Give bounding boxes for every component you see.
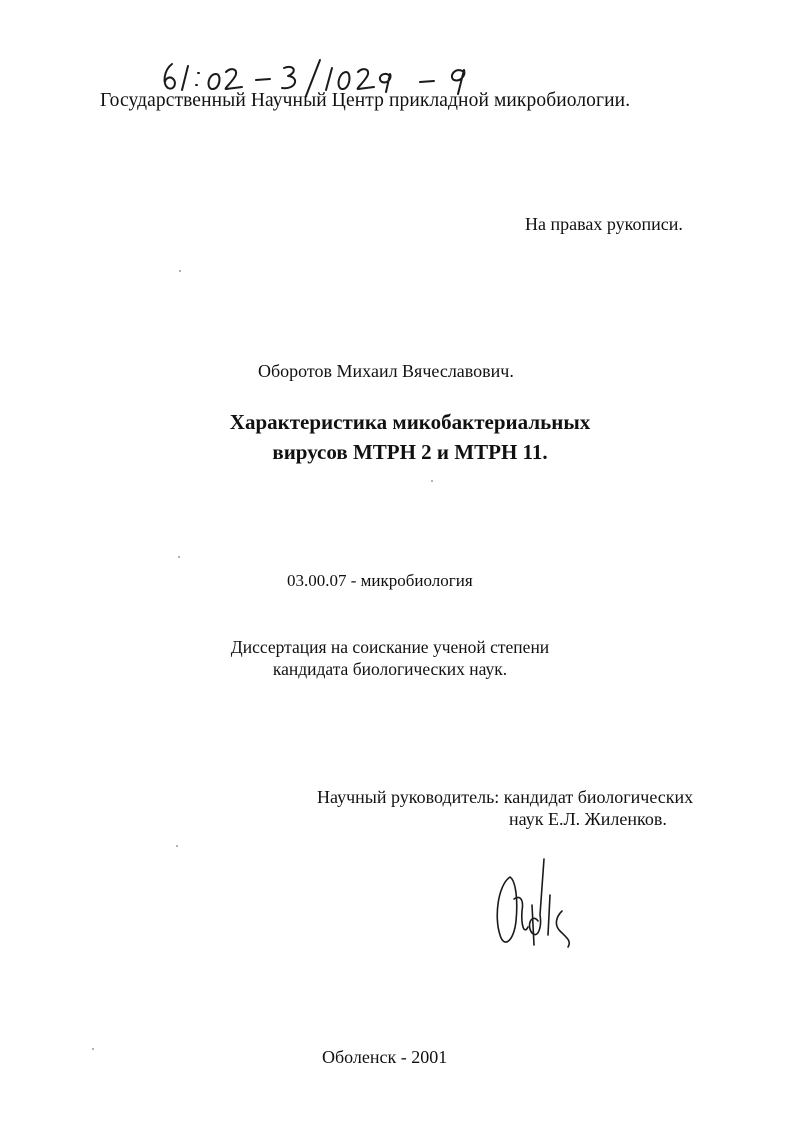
scan-speck [178, 556, 180, 558]
city-and-year: Оболенск - 2001 [322, 1047, 448, 1067]
supervisor-line-1: Научный руководитель: кандидат биологических [317, 787, 694, 807]
institution-name: Государственный Научный Центр прикладной микробиологии. [100, 90, 631, 111]
signature-drawing [488, 855, 578, 955]
title-line-2: вирусов МТРН 2 и МТРН 11. [272, 440, 548, 464]
degree-line-1: Диссертация на соискание ученой степени [230, 637, 550, 657]
title-line-1: Характеристика микобактериальных [229, 410, 591, 434]
specialty-code: 03.00.07 - микробиология [287, 571, 473, 590]
manuscript-rights-note: На правах рукописи. [525, 214, 683, 234]
scan-speck [431, 480, 433, 482]
degree-line-2: кандидата биологических наук. [272, 659, 508, 679]
supervisor-line-2: наук Е.Л. Жиленков. [509, 809, 667, 829]
dissertation-title [150, 407, 670, 467]
author-name: Оборотов Михаил Вячеславович. [258, 361, 514, 381]
scan-speck [92, 1048, 94, 1050]
scan-speck [179, 270, 181, 272]
scan-speck [176, 845, 178, 847]
scientific-supervisor [317, 786, 693, 830]
signature [488, 855, 578, 955]
dissertation-degree [190, 636, 590, 680]
